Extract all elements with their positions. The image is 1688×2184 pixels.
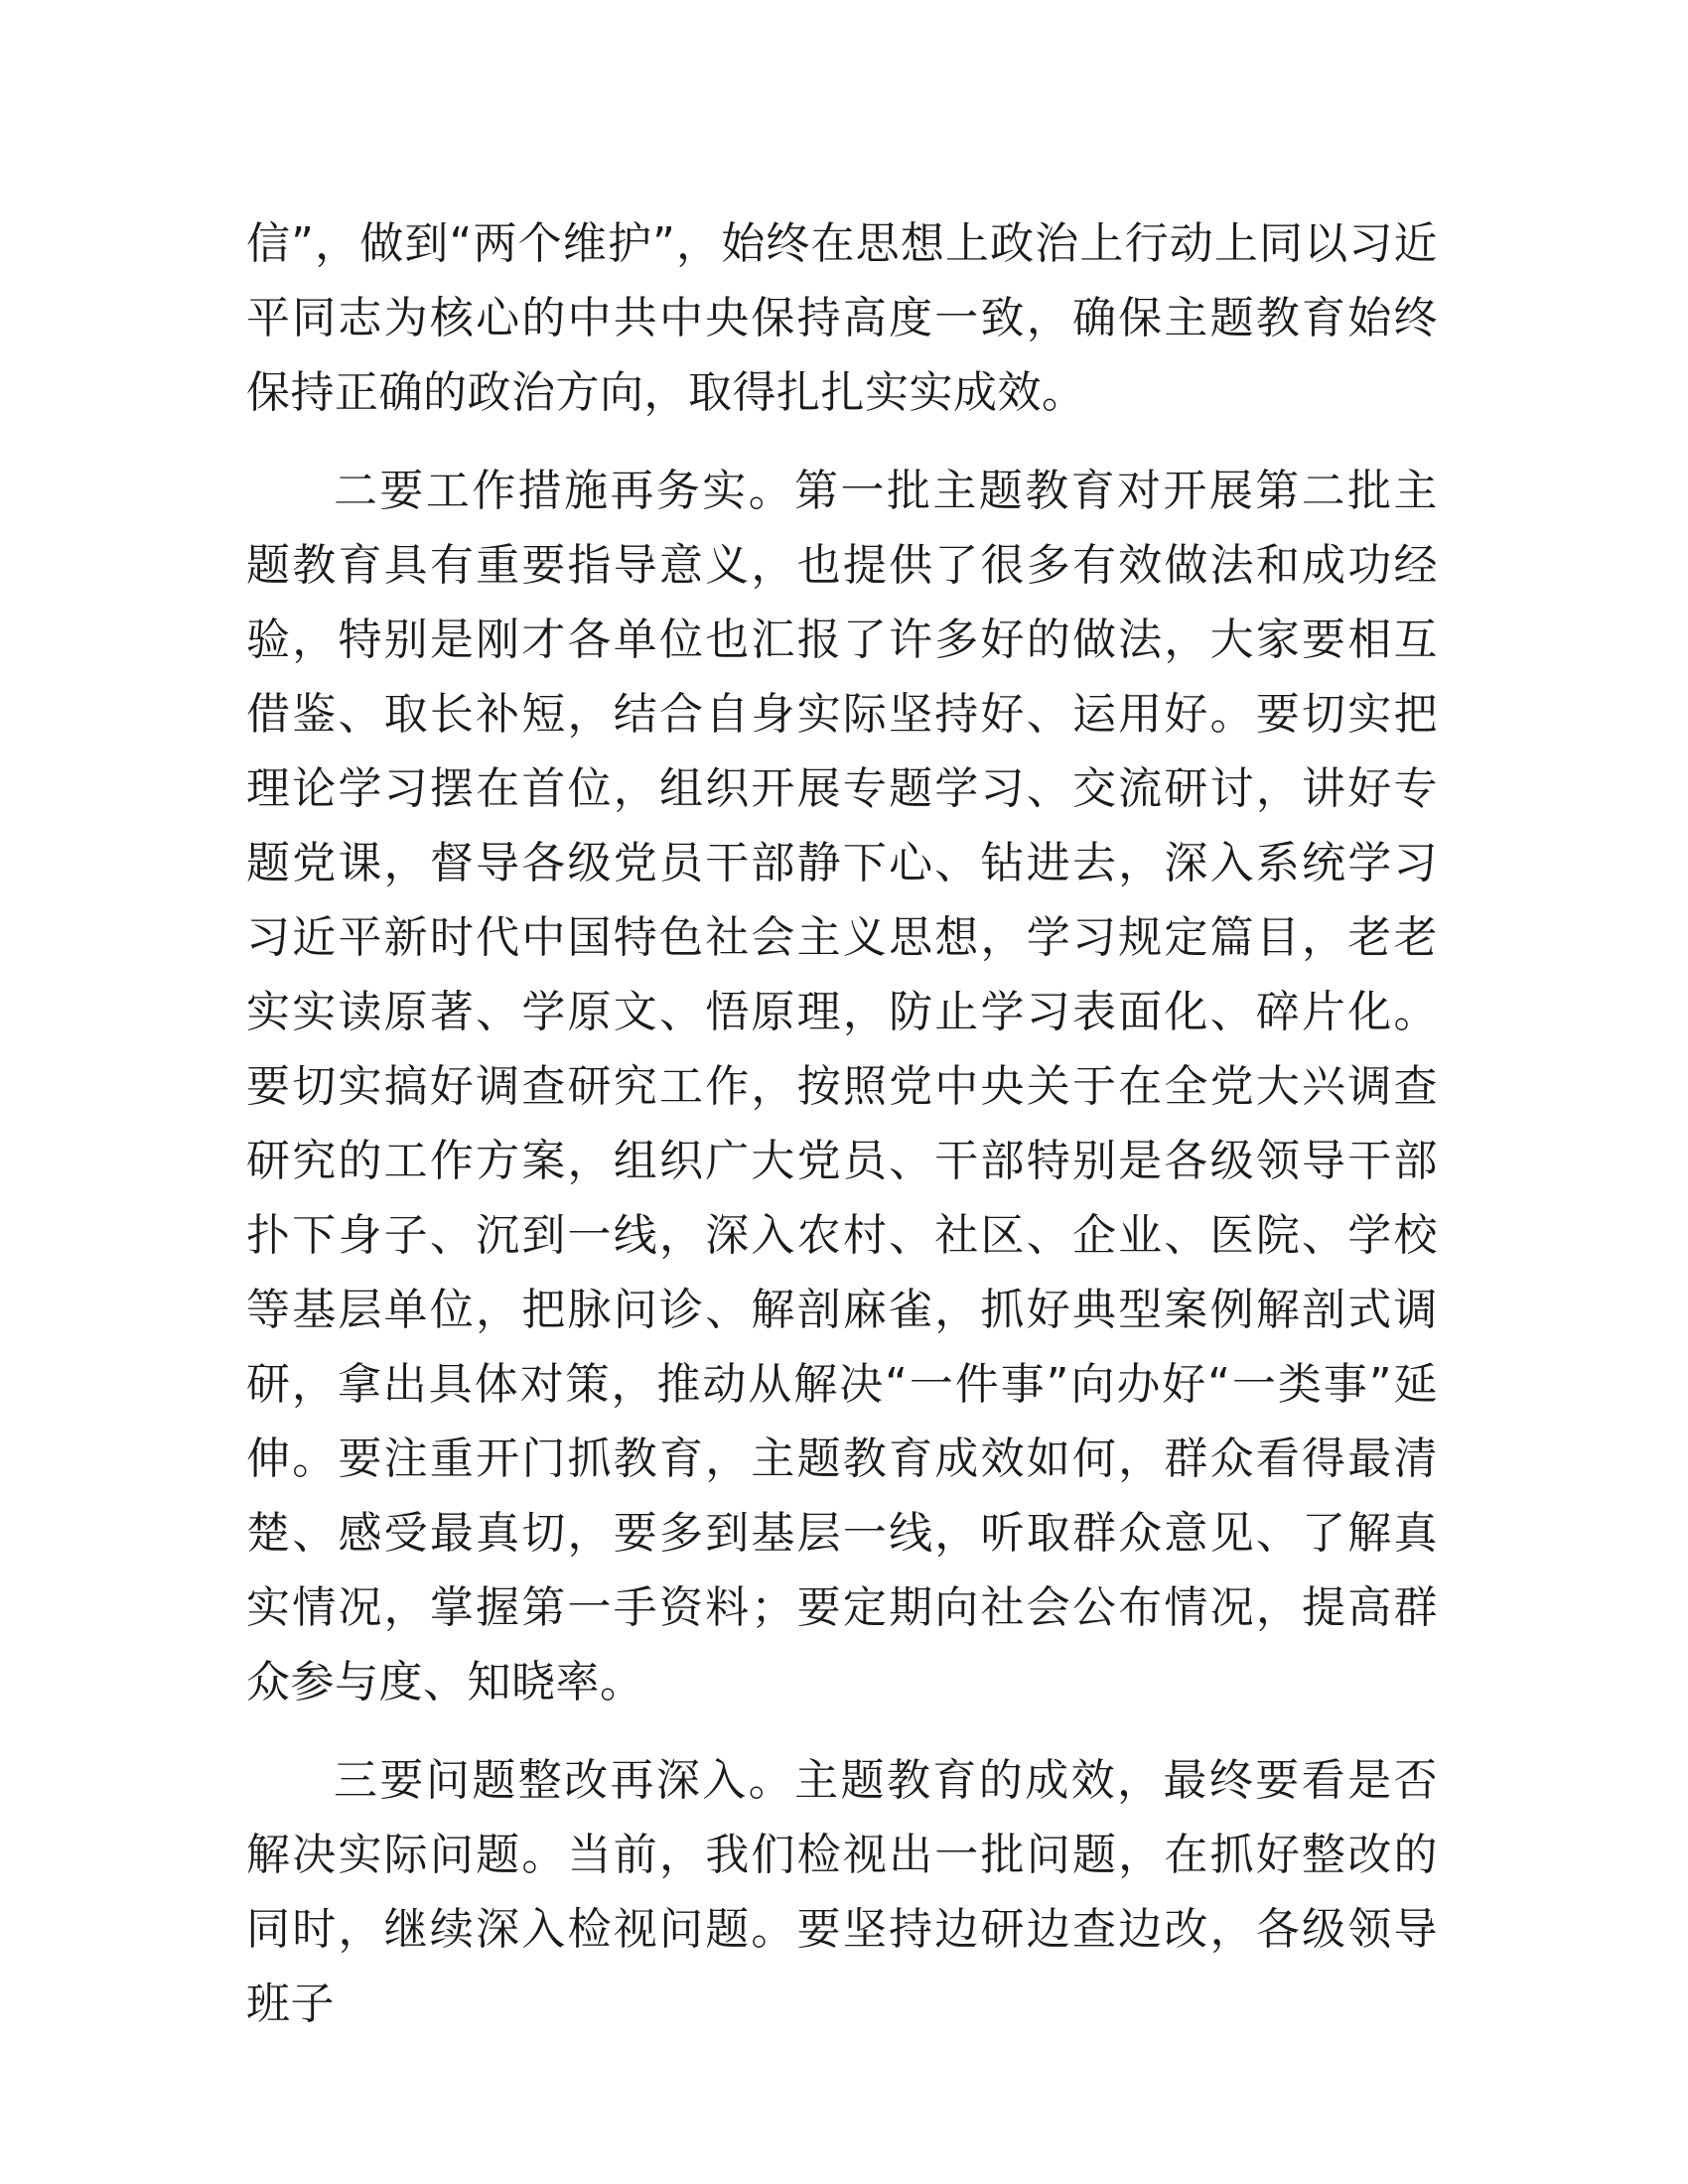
document-body [246,206,1438,2065]
paragraph-work-measures: 二要工作措施再务实。第一批主题教育对开展第二批主题教育具有重要指导意义，也提供了很多有效做法和成功经验，特别是刚才各单位也汇报了许多好的做法，大家要相互借鉴、取长补短，结合自身实际坚持好、运用好。要切实把理论学习摆在首位，组织开展专题学习、交流研讨，讲好专题党课，督导各级党员干部静下心、钻进去，深入系统学习习近平新时代中国特色社会主义思想，学习规定篇目，老老实实读原著、学原文、悟原理，防止学习表面化、碎片化。要切实搞好调查研究工作，按照党中央关于在全党大兴调查研究的工作方案，组织广大党员、干部特别是各级领导干部扑下身子、沉到一线，深入农村、社区、企业、医院、学校等基层单位，把脉问诊、解剖麻雀，抓好典型案例解剖式调研，拿出具体对策，推动从解决“一件事”向办好“一类事”延伸。要注重开门抓教育，主题教育成效如何，群众看得最清楚、感受最真切，要多到基层一线，听取群众意见、了解真实情况，掌握第一手资料；要定期向社会公布情况，提高群众参与度、知晓率。 [246,466,1438,1707]
paragraph-continued: 信”，做到“两个维护”，始终在思想上政治上行动上同以习近平同志为核心的中共中央保持高度一致，确保主题教育始终保持正确的政治方向，取得扎扎实实成效。 [246,218,1438,418]
paragraph-problem-rectification: 三要问题整改再深入。主题教育的成效，最终要看是否解决实际问题。当前，我们检视出一批问题，在抓好整改的同时，继续深入检视问题。要坚持边研边查边改，各级领导班子 [246,1755,1438,2029]
